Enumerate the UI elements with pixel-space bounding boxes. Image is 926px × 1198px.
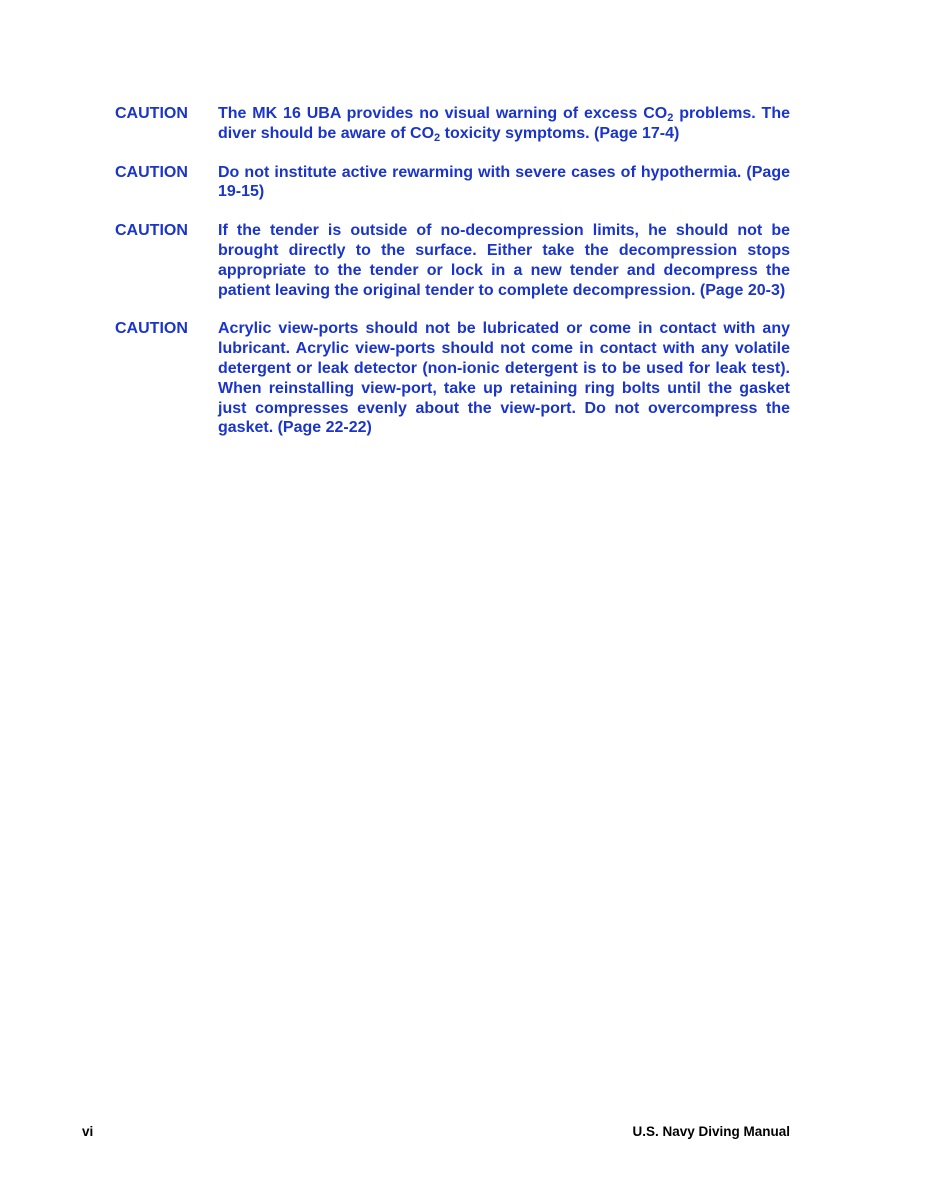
caution-label: CAUTION [115,163,188,181]
caution-list [115,104,790,457]
caution-text [218,104,790,144]
caution-text-part: toxicity symptoms. (Page 17-4) [440,124,680,142]
page-number: vi [82,1124,94,1139]
page-footer [82,1124,790,1142]
caution-item [115,221,790,300]
caution-item [115,104,790,144]
caution-text-part: The MK 16 UBA provides no visual warning of excess CO [218,105,668,122]
caution-label: CAUTION [115,105,188,122]
subscript: 2 [667,112,674,124]
caution-text: Do not institute active rewarming with severe cases of hypothermia. (Page 19-15) [218,163,790,201]
caution-text-part: problems. The diver should be aware of CO [218,105,791,142]
caution-label: CAUTION [115,320,188,338]
caution-text: Acrylic view-ports should not be lubricated or come in contact with any lubricant. Acrylic view-ports should not come in contact with any volatile detergent or leak detector (non-ionic detergent is to be used for leak test). When reinstalling view-port, take up retaining ring bolts until the gasket just compresses evenly about the view-port. Do not overcompress the gasket. (Page 22-22) [218,320,790,437]
caution-item [115,163,790,203]
caution-text: If the tender is outside of no-decompression limits, he should not be brought directly to the surface. Either take the decompression stops appropriate to the tender or lock in a new tender and decompress the patient leaving the original tender to complete decompression. (Page 20-3) [218,222,790,299]
caution-label: CAUTION [115,222,188,240]
subscript: 2 [434,131,441,144]
manual-title: U.S. Navy Diving Manual [632,1124,790,1139]
caution-item [115,319,790,438]
